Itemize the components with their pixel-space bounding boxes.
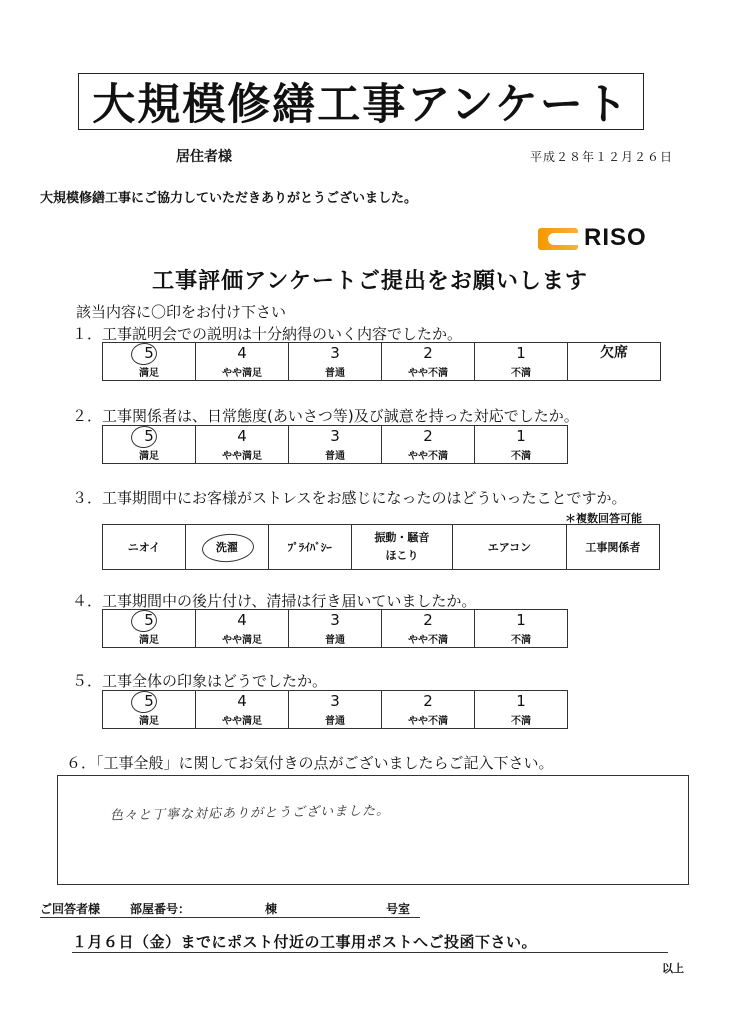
q3-option-workers[interactable]: 工事関係者	[566, 525, 659, 570]
question-4: ４．工事期間中の後片付け、清掃は行き届いていましたか。	[72, 592, 477, 610]
issue-date: 平成２８年１２月２６日	[530, 150, 674, 164]
question-2: ２．工事関係者は、日常態度(あいさつ等)及び誠意を持った対応でしたか。	[72, 407, 579, 425]
instruction: 該当内容に〇印をお付け下さい	[76, 303, 287, 321]
q1-option-absent[interactable]: 欠席	[568, 343, 661, 381]
q4-option-4[interactable]: 4 やや満足	[196, 610, 289, 648]
q4-option-3[interactable]: 3 普通	[289, 610, 382, 648]
q3-option-laundry[interactable]: 洗濯	[185, 525, 268, 570]
q5-option-2[interactable]: 2 やや不満	[382, 691, 475, 729]
q2-option-2[interactable]: 2 やや不満	[382, 426, 475, 464]
end-mark: 以上	[662, 962, 684, 975]
q3-options-table	[102, 524, 660, 570]
question-6: ６．「工事全般」に関してお気付きの点がございましたらご記入下さい。	[66, 754, 554, 772]
logo-text: RISO	[584, 224, 647, 251]
q1-option-3[interactable]: 3 普通	[289, 343, 382, 381]
q4-option-1[interactable]: 1 不満	[475, 610, 568, 648]
q2-option-3[interactable]: 3 普通	[289, 426, 382, 464]
respondent-label: ご回答者様	[40, 902, 101, 916]
q3-option-privacy[interactable]: ﾌﾟﾗｲﾊﾞｼｰ	[268, 525, 351, 570]
q1-rating-table	[102, 342, 661, 381]
unit-label: 号室	[386, 902, 411, 916]
room-number-label: 部屋番号：	[130, 902, 191, 916]
deadline-underline	[72, 952, 668, 953]
q4-rating-table	[102, 609, 568, 648]
building-label: 棟	[265, 902, 278, 916]
deadline-notice: １月６日（金）までにポスト付近の工事用ポストへご投函下さい。	[72, 933, 538, 951]
q5-option-3[interactable]: 3 普通	[289, 691, 382, 729]
q1-option-4[interactable]: 4 やや満足	[196, 343, 289, 381]
respondent-underline	[40, 917, 420, 918]
question-5: ５．工事全体の印象はどうでしたか。	[72, 672, 328, 690]
question-1: １．工事説明会での説明は十分納得のいく内容でしたか。	[72, 325, 463, 343]
q3-option-aircon[interactable]: エアコン	[453, 525, 567, 570]
q4-option-5[interactable]: 5 満足	[103, 610, 196, 648]
multiple-answers-note: ＊複数回答可能	[565, 512, 642, 525]
riso-logo	[538, 226, 688, 254]
q5-option-4[interactable]: 4 やや満足	[196, 691, 289, 729]
q2-option-1[interactable]: 1 不満	[475, 426, 568, 464]
q3-option-vibration-noise-dust[interactable]: 振動・騒音 ほこり	[351, 525, 452, 570]
selected-circle	[201, 532, 255, 564]
q4-option-2[interactable]: 2 やや不満	[382, 610, 475, 648]
q1-option-2[interactable]: 2 やや不満	[382, 343, 475, 381]
q2-rating-table	[102, 425, 568, 464]
q2-option-5[interactable]: 5 満足	[103, 426, 196, 464]
logo-mark-icon	[538, 228, 578, 250]
q3-option-odor[interactable]: ニオイ	[103, 525, 186, 570]
addressee: 居住者様	[176, 149, 232, 165]
survey-title: 大規模修繕工事アンケート	[78, 73, 644, 130]
comment-box[interactable]	[57, 775, 689, 885]
question-3: ３．工事期間中にお客様がストレスをお感じになったのはどういったことですか。	[72, 489, 627, 507]
survey-subtitle: 工事評価アンケートご提出をお願いします	[152, 269, 588, 294]
q1-option-1[interactable]: 1 不満	[475, 343, 568, 381]
q2-option-4[interactable]: 4 やや満足	[196, 426, 289, 464]
q5-option-5[interactable]: 5 満足	[103, 691, 196, 729]
q5-rating-table	[102, 690, 568, 729]
q5-option-1[interactable]: 1 不満	[475, 691, 568, 729]
thanks-message: 大規模修繕工事にご協力していただきありがとうございました。	[40, 191, 418, 206]
handwritten-comment: 色々と丁寧な対応ありがとうございました。	[109, 803, 391, 824]
q1-option-5[interactable]: 5 満足	[103, 343, 196, 381]
